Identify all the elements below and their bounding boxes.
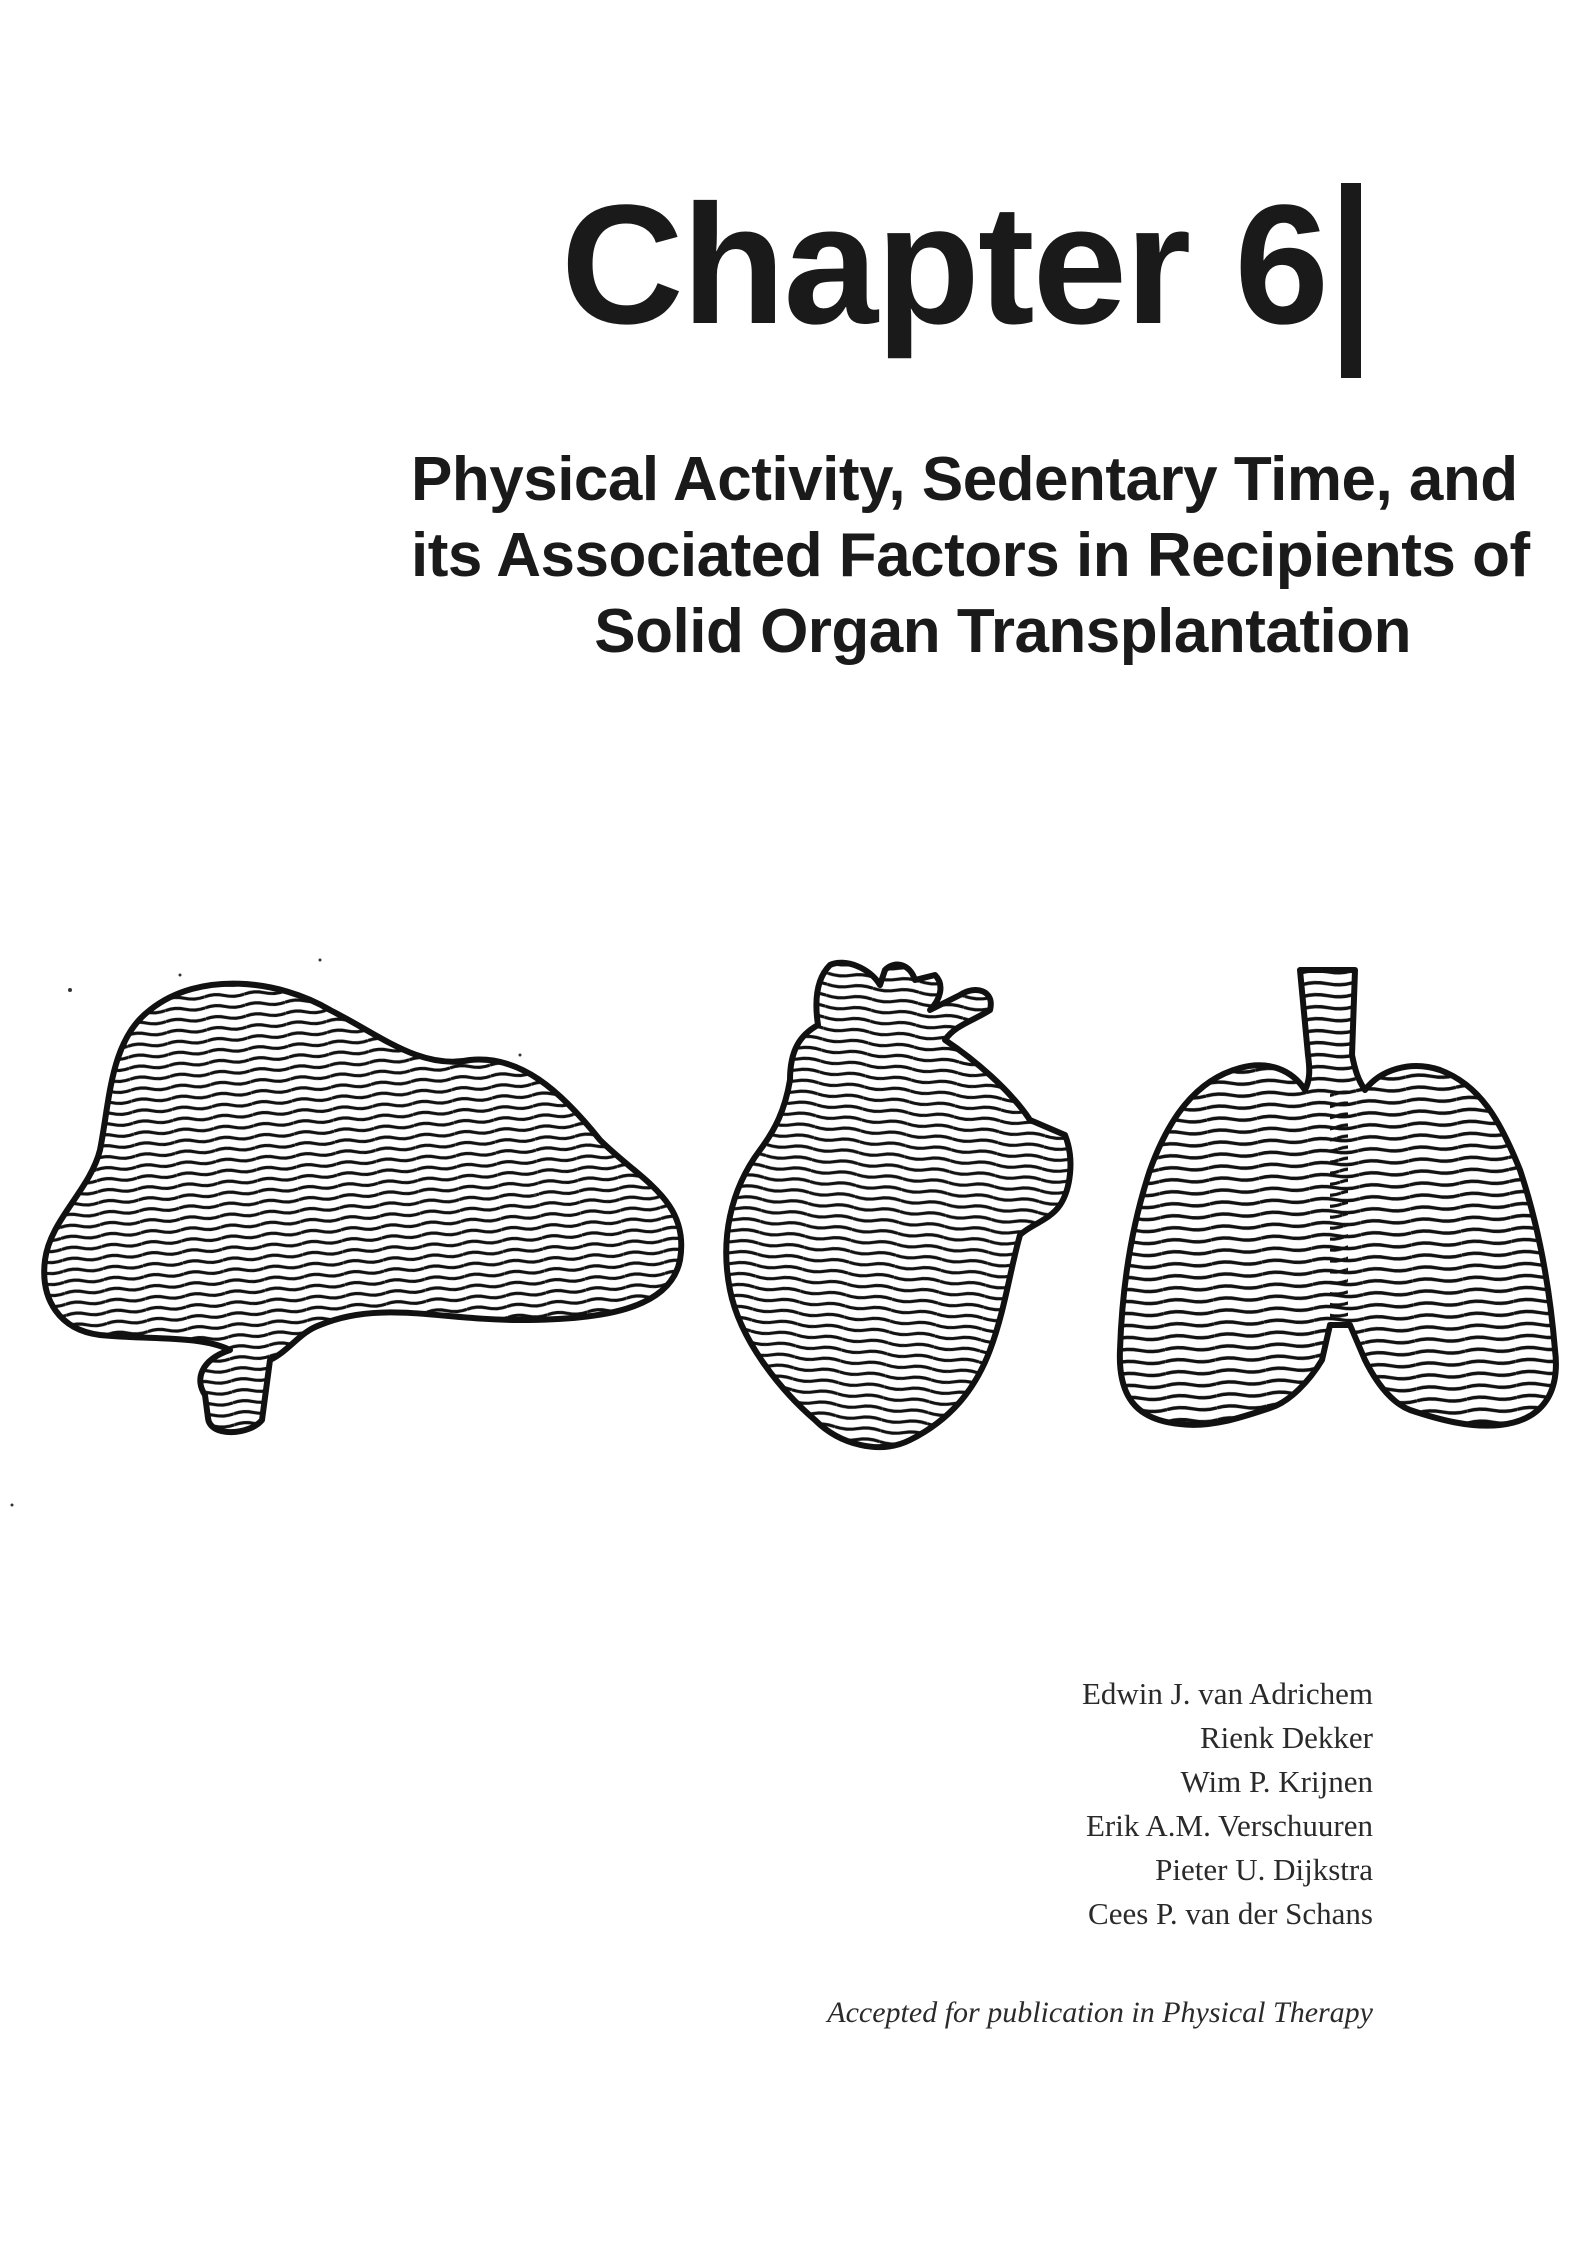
author-name: Rienk Dekker xyxy=(1199,1720,1373,1755)
chapter-heading xyxy=(561,165,1361,378)
chapter-label: Chapter 6 xyxy=(560,170,1327,360)
chapter-title xyxy=(411,442,1530,670)
author-name: Cees P. van der Schans xyxy=(1088,1896,1373,1931)
author-name: Wim P. Krijnen xyxy=(1180,1764,1373,1799)
author-name: Erik A.M. Verschuuren xyxy=(1086,1808,1373,1843)
title-line: Solid Organ Transplantation xyxy=(594,597,1411,666)
title-line: Physical Activity, Sedentary Time, and xyxy=(411,445,1518,514)
lungs-drawing xyxy=(1120,970,1556,1426)
organ-illustration xyxy=(0,940,1593,1520)
author-list xyxy=(773,1672,1373,1936)
liver-drawing xyxy=(44,984,681,1433)
author-name: Pieter U. Dijkstra xyxy=(1155,1852,1373,1887)
heart-drawing xyxy=(726,963,1070,1447)
publication-note: Accepted for publication in Physical Therapy xyxy=(827,1996,1373,2029)
chapter-bar xyxy=(1341,183,1361,378)
title-line: its Associated Factors in Recipients of xyxy=(411,521,1530,590)
author-name: Edwin J. van Adrichem xyxy=(1081,1676,1373,1711)
